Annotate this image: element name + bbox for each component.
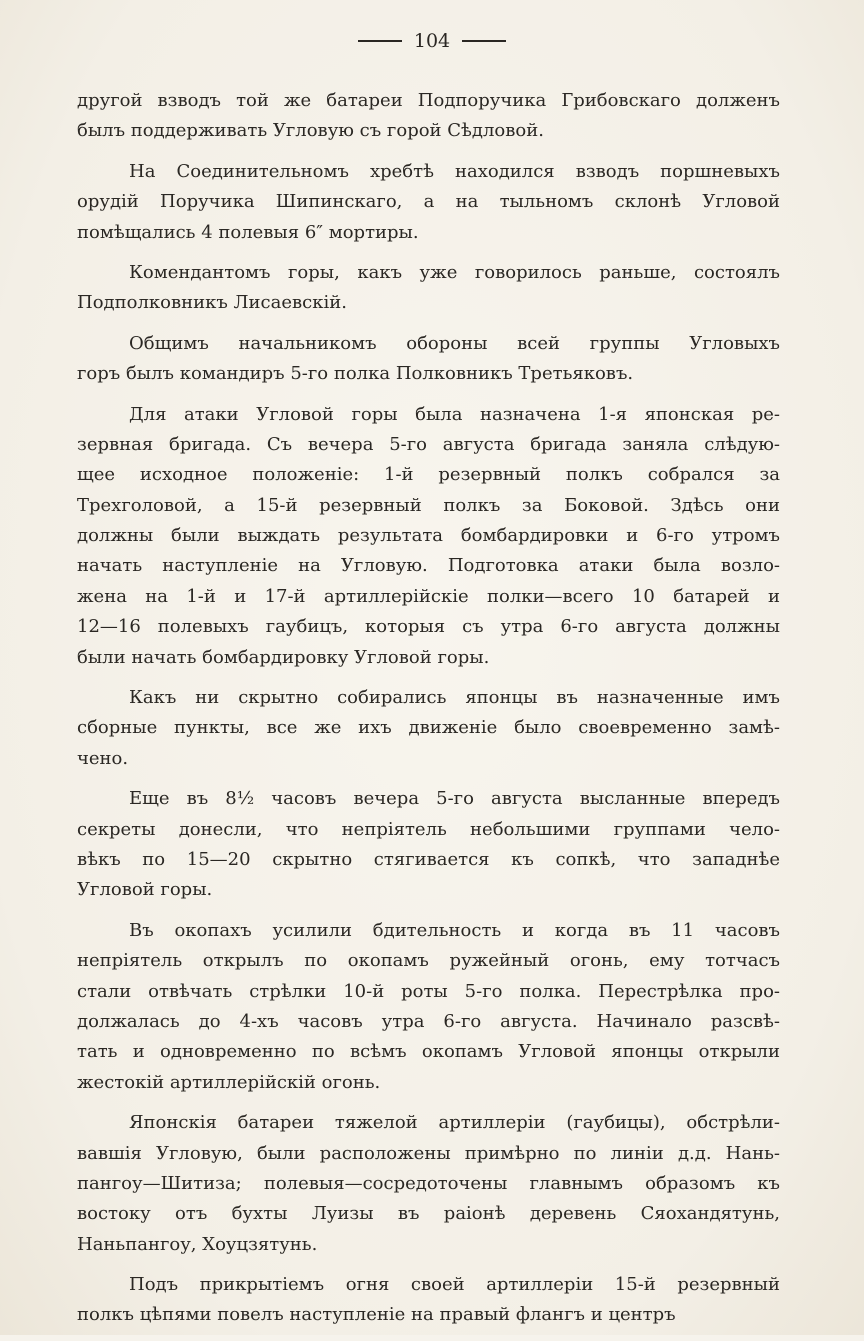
text-line: стали отвѣчать стрѣлки 10-й роты 5-го полка. Перестрѣлка про- bbox=[77, 980, 780, 1002]
text-line: Въ окопахъ усилили бдительность и когда въ 11 часовъ bbox=[129, 919, 780, 941]
text-line: чено. bbox=[77, 747, 129, 769]
text-line: Для атаки Угловой горы была назначена 1-я японская ре- bbox=[129, 403, 780, 425]
paragraph bbox=[77, 329, 780, 390]
text-line: На Соединительномъ хребтѣ находился взводъ поршневыхъ bbox=[129, 160, 780, 182]
text-line: Какъ ни скрытно собирались японцы въ назначенные имъ bbox=[129, 687, 780, 709]
paragraph bbox=[77, 86, 780, 147]
text-line: Японскія батареи тяжелой артиллеріи (гаубицы), обстрѣли- bbox=[129, 1112, 780, 1134]
text-line: сборные пункты, все же ихъ движеніе было своевременно замѣ- bbox=[77, 717, 780, 739]
text-line: помѣщались 4 полевыя 6″ мортиры. bbox=[77, 221, 419, 243]
header-rule-left bbox=[358, 40, 402, 42]
paragraph bbox=[77, 1108, 780, 1260]
page-number: 104 bbox=[413, 30, 451, 52]
text-line: жестокій артиллерійскій огонь. bbox=[77, 1071, 381, 1093]
text-line: былъ поддерживать Угловую съ горой Сѣдловой. bbox=[77, 120, 544, 142]
text-line: горъ былъ командиръ 5-го полка Полковникъ Третьяковъ. bbox=[77, 363, 634, 385]
text-line: щее исходное положеніе: 1-й резервный полкъ собрался за bbox=[77, 464, 780, 486]
text-line: полкъ цѣпями повелъ наступленіе на правый флангъ и центръ bbox=[77, 1304, 676, 1326]
page-body bbox=[77, 86, 780, 1341]
paragraph bbox=[77, 916, 780, 1098]
text-line: зервная бригада. Съ вечера 5-го августа бригада заняла слѣдую- bbox=[77, 433, 780, 455]
text-line: Подполковникъ Лисаевскій. bbox=[77, 292, 347, 314]
text-line: вѣкъ по 15—20 скрытно стягивается къ сопкѣ, что западнѣе bbox=[77, 848, 780, 870]
text-line: тать и одновременно по всѣмъ окопамъ Угловой японцы открыли bbox=[77, 1041, 780, 1063]
paragraph bbox=[77, 1270, 780, 1331]
paragraph bbox=[77, 258, 780, 319]
header-rule-right bbox=[462, 40, 506, 42]
text-line: Подъ прикрытіемъ огня своей артиллеріи 15-й резервный bbox=[129, 1274, 780, 1296]
paragraph bbox=[77, 400, 780, 674]
text-line: вавшія Угловую, были расположены примѣрно по линіи д.д. Нань- bbox=[77, 1142, 780, 1164]
text-line: жена на 1-й и 17-й артиллерійскіе полки—всего 10 батарей и bbox=[77, 585, 780, 607]
text-line: начать наступленіе на Угловую. Подготовка атаки была возло- bbox=[77, 555, 780, 577]
text-line: пангоу—Шитиза; полевыя—сосредоточены главнымъ образомъ къ bbox=[77, 1172, 780, 1194]
text-line: непріятель открылъ по окопамъ ружейный огонь, ему тотчасъ bbox=[77, 950, 780, 972]
text-line: Общимъ начальникомъ обороны всей группы Угловыхъ bbox=[129, 332, 780, 354]
text-line: Трехголовой, а 15-й резервный полкъ за Боковой. Здѣсь они bbox=[77, 494, 780, 516]
paragraph bbox=[77, 784, 780, 906]
text-line: востоку отъ бухты Луизы въ раіонѣ деревень Сяохандятунь, bbox=[77, 1203, 780, 1225]
page-header bbox=[0, 30, 864, 52]
text-line: секреты донесли, что непріятель небольшими группами чело- bbox=[77, 818, 780, 840]
paragraph bbox=[77, 683, 780, 774]
text-line: были начать бомбардировку Угловой горы. bbox=[77, 646, 490, 668]
text-line: должалась до 4-хъ часовъ утра 6-го августа. Начинало разсвѣ- bbox=[77, 1010, 780, 1032]
text-line: Еще въ 8½ часовъ вечера 5-го августа высланные впередъ bbox=[129, 788, 780, 810]
text-line: Угловой горы. bbox=[77, 879, 213, 901]
text-line: должны были выждать результата бомбардировки и 6-го утромъ bbox=[77, 525, 780, 547]
text-line: Наньпангоу, Хоуцзятунь. bbox=[77, 1233, 318, 1255]
paragraph bbox=[77, 157, 780, 248]
text-line: другой взводъ той же батареи Подпоручика Грибовскаго долженъ bbox=[77, 90, 780, 111]
text-line: Комендантомъ горы, какъ уже говорилось раньше, состоялъ bbox=[129, 261, 780, 283]
text-line: 12—16 полевыхъ гаубицъ, которыя съ утра 6-го августа должны bbox=[77, 616, 780, 638]
text-line: орудій Поручика Шипинскаго, а на тыльномъ склонѣ Угловой bbox=[77, 191, 780, 213]
